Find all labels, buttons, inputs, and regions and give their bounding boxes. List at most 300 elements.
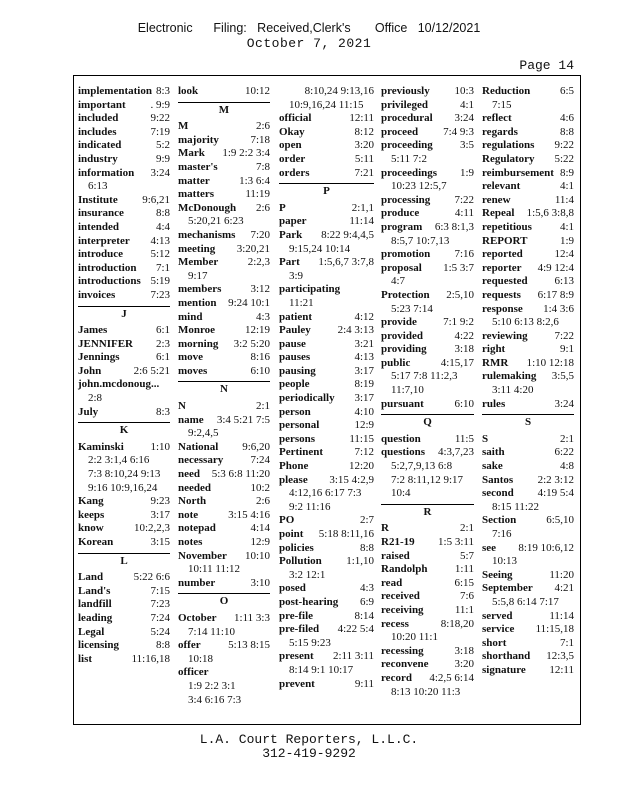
- page-line-reference: 5:7: [459, 549, 474, 562]
- index-term: proceedings: [381, 166, 438, 179]
- court-reporter-phone: 312-419-9292: [262, 746, 356, 761]
- index-entry: [78, 495, 170, 509]
- index-entry: [482, 153, 574, 167]
- index-entry: [78, 221, 170, 235]
- page-line-reference: 11:15: [349, 432, 374, 445]
- index-term: reviewing: [482, 329, 528, 342]
- page-line-reference: 10:9,16,24 11:15: [289, 98, 364, 111]
- page-line-reference: 1:10: [150, 440, 170, 453]
- page-line-reference: 7:1: [155, 261, 170, 274]
- index-term: second: [482, 487, 514, 500]
- page-line-reference: 4:11: [454, 207, 474, 220]
- index-term: insurance: [78, 207, 124, 220]
- index-term: introductions: [78, 275, 141, 288]
- page-line-reference: 3:24: [150, 166, 170, 179]
- page-line-reference: 7:6: [459, 590, 474, 603]
- index-term: Protection: [381, 288, 430, 301]
- index-entry: [178, 414, 270, 441]
- page-line-reference: 11:15,18: [535, 623, 574, 636]
- index-term: sake: [482, 460, 503, 473]
- index-term: Randolph: [381, 563, 428, 576]
- page-line-reference: 5:23 7:14: [391, 302, 433, 315]
- index-entry: [78, 378, 170, 405]
- page-line-reference: 7:14 11:10: [188, 625, 235, 638]
- index-entry: [279, 311, 374, 325]
- page-line-reference: 10:18: [188, 652, 214, 665]
- index-entry: [279, 514, 374, 528]
- index-entry: [279, 419, 374, 433]
- index-entry: [381, 207, 474, 221]
- index-entry: [178, 577, 270, 591]
- page-line-reference: 8:18,20: [440, 617, 474, 630]
- index-term: paper: [279, 215, 307, 228]
- index-entry: [482, 262, 574, 276]
- index-term: indicated: [78, 139, 122, 152]
- index-entry: [78, 598, 170, 612]
- index-entry: [381, 330, 474, 344]
- index-entry: [78, 571, 170, 585]
- index-entry: [279, 474, 374, 515]
- index-term: Kang: [78, 495, 104, 508]
- page-line-reference: 6:1: [155, 324, 170, 337]
- index-entry: [482, 194, 574, 208]
- page-line-reference: 10:23 12:5,7: [391, 180, 447, 193]
- page-line-reference: 10:13: [492, 555, 518, 568]
- page-line-reference: 3:17: [150, 508, 170, 521]
- page-line-reference: 3:15 4:2,9: [329, 473, 374, 486]
- page-line-reference: 7:19: [150, 125, 170, 138]
- index-term: Repeal: [482, 207, 515, 220]
- index-term: Jennings: [78, 351, 120, 364]
- page-line-reference: 4:10: [354, 405, 374, 418]
- index-term: Mark: [178, 147, 205, 160]
- index-entry: [279, 460, 374, 474]
- index-term: notepad: [178, 522, 216, 535]
- index-entry: [78, 112, 170, 126]
- index-entry: [279, 365, 374, 379]
- index-term: name: [178, 413, 204, 426]
- index-term: Pauley: [279, 324, 311, 337]
- index-term: P: [279, 201, 286, 214]
- page-line-reference: 8:14: [354, 609, 374, 622]
- index-entry: [178, 256, 270, 283]
- index-term: November: [178, 549, 227, 562]
- page-line-reference: 4:4: [155, 220, 170, 233]
- page-line-reference: 1:1,10: [346, 555, 374, 568]
- index-entry: [279, 446, 374, 460]
- page-line-reference: 11:4: [554, 193, 574, 206]
- index-term: pauses: [279, 351, 311, 364]
- index-term: reporter: [482, 261, 522, 274]
- page-line-reference: 7:16: [454, 248, 474, 261]
- index-entry: [381, 563, 474, 577]
- index-term: pausing: [279, 364, 316, 377]
- page-line-reference: 6:15: [454, 576, 474, 589]
- index-entry: [381, 343, 474, 357]
- page-line-reference: 7:22: [454, 193, 474, 206]
- index-term: recess: [381, 617, 409, 630]
- index-entry: [381, 248, 474, 262]
- page-line-reference: 3:24: [554, 397, 574, 410]
- index-term: questions: [381, 446, 426, 459]
- index-term: includes: [78, 125, 117, 138]
- index-column-2: [178, 85, 270, 707]
- page-line-reference: 3:11 4:20: [492, 384, 534, 397]
- page-line-reference: 4:1: [559, 180, 574, 193]
- index-entry: [381, 357, 474, 398]
- index-term: McDonough: [178, 201, 237, 214]
- index-term: notes: [178, 536, 203, 548]
- page-line-reference: 1:9: [459, 166, 474, 179]
- index-term: processing: [381, 193, 431, 206]
- page-line-reference: 9:6,20: [242, 440, 270, 453]
- index-term: Santos: [482, 473, 514, 486]
- page-line-reference: 6:17 8:9: [537, 288, 574, 301]
- index-term: john.mcdonoug...: [78, 378, 160, 391]
- index-entry: [279, 153, 374, 167]
- index-entry: [381, 139, 474, 166]
- page-line-reference: 3:5: [459, 139, 474, 152]
- page-line-reference: 1:5,6,7 3:7,8: [318, 256, 374, 269]
- page-line-reference: 10:4: [391, 487, 411, 500]
- page-line-reference: 9:1: [559, 343, 574, 356]
- page-line-reference: 3:21: [354, 337, 374, 350]
- page-line-reference: 11:7,10: [391, 384, 424, 397]
- index-entry: [482, 357, 574, 371]
- page-number: Page 14: [519, 58, 574, 73]
- index-entry: [279, 650, 374, 677]
- index-term: participating: [279, 283, 341, 296]
- index-term: master's: [178, 160, 218, 173]
- index-term: renew: [482, 193, 511, 206]
- filing-stamp: Electronic Filing: Received,Clerk's Office 10/12/2021: [137, 21, 481, 35]
- index-entry: [178, 522, 270, 536]
- index-entry: [482, 623, 574, 637]
- letter-header: R: [381, 504, 474, 520]
- index-term: industry: [78, 152, 118, 165]
- page-line-reference: 12:9: [250, 536, 270, 548]
- page-line-reference: 2:6: [255, 495, 270, 508]
- page-line-reference: 9:22: [150, 112, 170, 125]
- page-line-reference: 9:16 10:9,16,24: [88, 481, 158, 494]
- page-line-reference: 7:3 8:10,24 9:13: [88, 468, 161, 481]
- letter-header: J: [78, 306, 170, 322]
- page-line-reference: 9:23: [150, 495, 170, 508]
- index-entry: [482, 343, 574, 357]
- index-term: open: [279, 139, 302, 152]
- page-line-reference: 6:5,10: [546, 514, 574, 527]
- index-entry: [78, 262, 170, 276]
- index-term: look: [178, 85, 199, 97]
- letter-header: O: [178, 593, 270, 609]
- page-line-reference: 8:16: [250, 351, 270, 364]
- index-term: receiving: [381, 603, 424, 616]
- index-entry: [279, 167, 374, 181]
- index-entry: [78, 235, 170, 249]
- index-entry: [178, 188, 270, 202]
- index-entry: [178, 243, 270, 257]
- index-term: REPORT: [482, 234, 528, 247]
- index-term: requests: [482, 288, 521, 301]
- page-line-reference: 2:1,1: [351, 201, 374, 214]
- index-entry: [381, 577, 474, 591]
- index-entry: [482, 650, 574, 664]
- index-term: short: [482, 636, 507, 649]
- index-entry: [482, 446, 574, 460]
- index-term: privileged: [381, 98, 429, 111]
- index-entry: [178, 482, 270, 496]
- page-line-reference: 4:9 12:4: [537, 261, 574, 274]
- index-term: raised: [381, 549, 410, 562]
- index-entry: [178, 283, 270, 297]
- page-line-reference: 3:20: [454, 658, 474, 671]
- index-term: majority: [178, 133, 219, 146]
- index-term: order: [279, 152, 306, 165]
- index-entry: [279, 139, 374, 153]
- letter-header: S: [482, 414, 574, 430]
- page-line-reference: 7:16: [492, 528, 512, 540]
- index-term: pre-filed: [279, 623, 320, 636]
- index-term: intended: [78, 220, 119, 233]
- index-term: person: [279, 405, 311, 418]
- index-term: saith: [482, 446, 505, 459]
- index-entry: [381, 85, 474, 99]
- page-line-reference: 7:24: [250, 454, 270, 467]
- index-entry: [482, 664, 574, 678]
- page-line-reference: 8:8: [155, 639, 170, 652]
- index-term: list: [78, 652, 93, 665]
- index-entry: [381, 522, 474, 536]
- index-entry: [482, 610, 574, 624]
- page-line-reference: 9:24 10:1: [228, 296, 270, 309]
- index-entry: [482, 167, 574, 181]
- index-term: information: [78, 166, 135, 179]
- index-entry: [178, 639, 270, 666]
- index-term: Land: [78, 571, 104, 584]
- index-term: rules: [482, 397, 506, 410]
- index-term: number: [178, 576, 216, 589]
- index-entry: [178, 550, 270, 577]
- index-term: matter: [178, 174, 210, 187]
- index-term: John: [78, 364, 102, 377]
- index-entry: [78, 612, 170, 626]
- index-term: R: [381, 522, 389, 535]
- index-entry: [279, 596, 374, 610]
- index-entry: [78, 289, 170, 303]
- index-entry: [178, 509, 270, 523]
- page-line-reference: 2:11 3:11: [332, 650, 374, 663]
- page-line-reference: 10:2: [250, 481, 270, 494]
- index-term: please: [279, 473, 308, 486]
- page-line-reference: 5:22 6:6: [133, 571, 170, 584]
- index-entry: [78, 275, 170, 289]
- page-line-reference: 8:12: [354, 125, 374, 138]
- index-term: Legal: [78, 625, 105, 638]
- page-line-reference: 3:2 12:1: [289, 568, 326, 581]
- index-term: Pollution: [279, 555, 322, 568]
- index-entry: [482, 330, 574, 344]
- page-line-reference: 5:15 9:23: [289, 636, 331, 649]
- page-line-reference: 8:9: [559, 166, 574, 179]
- page-line-reference: 8:8: [559, 125, 574, 138]
- page-line-reference: 1:5 3:11: [438, 536, 474, 548]
- index-entry: [78, 126, 170, 140]
- index-entry: [381, 112, 474, 126]
- page-line-reference: 3:17: [354, 392, 374, 405]
- index-entry: [482, 289, 574, 303]
- page-line-reference: 3:18: [454, 644, 474, 657]
- index-term: periodically: [279, 392, 335, 405]
- index-term: mention: [178, 296, 217, 309]
- index-entry: [178, 351, 270, 365]
- index-entry: [78, 248, 170, 262]
- index-term: Member: [178, 256, 219, 269]
- court-reporter-name: L.A. Court Reporters, L.L.C.: [199, 732, 419, 747]
- index-entry: [482, 370, 574, 397]
- index-entry: [178, 85, 270, 99]
- index-entry: [482, 398, 574, 412]
- index-entry: [78, 139, 170, 153]
- page-line-reference: 8:14 9:1 10:17: [289, 663, 354, 676]
- index-entry: [381, 618, 474, 645]
- page-line-reference: 2:6: [255, 201, 270, 214]
- index-term: program: [381, 220, 423, 233]
- index-entry: [381, 99, 474, 113]
- index-entry: [78, 194, 170, 208]
- index-term: produce: [381, 207, 420, 220]
- index-entry: [178, 365, 270, 379]
- index-term: JENNIFER: [78, 337, 134, 350]
- page-line-reference: 10:12: [244, 85, 270, 97]
- index-entry: [482, 637, 574, 651]
- index-entry: [279, 378, 374, 392]
- index-entry: [78, 207, 170, 221]
- index-term: question: [381, 432, 421, 445]
- page-line-reference: 6:5: [559, 85, 574, 97]
- page-line-reference: 4:22: [454, 329, 474, 342]
- index-entry: [381, 536, 474, 550]
- page-line-reference: 8:8: [359, 541, 374, 554]
- page-line-reference: 5:2,7,9,13 6:8: [391, 460, 453, 473]
- page-line-reference: 7:20: [250, 228, 270, 241]
- index-entry: [279, 202, 374, 216]
- index-term: repetitious: [482, 220, 532, 233]
- index-term: R21-19: [381, 536, 415, 548]
- page-line-reference: 8:8: [155, 207, 170, 220]
- index-entry: [279, 283, 374, 310]
- page-line-reference: 4:14: [250, 522, 270, 535]
- page-line-reference: 5:19: [150, 275, 170, 288]
- index-term: pre-file: [279, 609, 314, 622]
- page-line-reference: 5:2: [155, 139, 170, 152]
- index-term: people: [279, 378, 310, 391]
- index-entry: [279, 433, 374, 447]
- index-entry: [178, 147, 270, 161]
- page-line-reference: 2:1: [459, 522, 474, 535]
- index-entry: [178, 495, 270, 509]
- index-entry: [279, 215, 374, 229]
- index-term: regulations: [482, 139, 535, 152]
- page-line-reference: 9:11: [354, 677, 374, 690]
- index-term: know: [78, 522, 104, 535]
- page-line-reference: 6:22: [554, 446, 574, 459]
- letter-header: K: [78, 422, 170, 438]
- index-term: interpreter: [78, 234, 130, 247]
- page-line-reference: 3:20: [354, 139, 374, 152]
- page-line-reference: 4:12: [354, 310, 374, 323]
- page-line-reference: 6:13: [554, 275, 574, 288]
- index-entry: [78, 653, 170, 667]
- index-entry: [178, 666, 270, 707]
- index-term: important: [78, 98, 126, 111]
- page-line-reference: 7:24: [150, 611, 170, 624]
- page-line-reference: 4:7: [391, 275, 406, 288]
- index-term: proceed: [381, 125, 419, 138]
- index-entry: [482, 139, 574, 153]
- page-line-reference: 11:19: [245, 188, 270, 201]
- index-entry: [381, 604, 474, 618]
- page-line-reference: 5:24: [150, 625, 170, 638]
- page-line-reference: 8:15 11:22: [492, 500, 539, 513]
- index-entry: [381, 550, 474, 564]
- index-entry: [482, 248, 574, 262]
- page-line-reference: 11:14: [549, 609, 574, 622]
- index-term: provide: [381, 316, 417, 329]
- page-line-reference: 3:4 6:16 7:3: [188, 693, 242, 706]
- page-line-reference: 9:17: [188, 269, 208, 282]
- index-term: September: [482, 582, 533, 595]
- index-entry: [482, 112, 574, 126]
- index-entry: [178, 161, 270, 175]
- page-line-reference: 2:6: [255, 120, 270, 133]
- letter-header: P: [279, 183, 374, 199]
- page-line-reference: 11:20: [549, 568, 574, 581]
- index-term: Land's: [78, 584, 111, 597]
- index-entry: [279, 338, 374, 352]
- index-entry: [78, 324, 170, 338]
- index-entry: [279, 555, 374, 582]
- page-line-reference: 4:1: [559, 220, 574, 233]
- index-entry: [78, 585, 170, 599]
- index-entry: [279, 126, 374, 140]
- index-term: point: [279, 528, 304, 540]
- index-entry: [178, 338, 270, 352]
- page-line-reference: 12:4: [554, 248, 574, 261]
- index-term: included: [78, 112, 119, 125]
- index-entry: [381, 433, 474, 447]
- index-entry: [178, 400, 270, 414]
- index-term: signature: [482, 663, 526, 676]
- index-term: moves: [178, 364, 208, 377]
- index-term: read: [381, 576, 403, 589]
- letter-header: L: [78, 553, 170, 569]
- index-term: July: [78, 405, 99, 418]
- index-entry: [482, 487, 574, 514]
- index-term: Phone: [279, 460, 309, 473]
- index-entry: [178, 324, 270, 338]
- index-entry: [482, 207, 574, 221]
- index-term: need: [178, 468, 200, 481]
- index-term: offer: [178, 639, 201, 652]
- index-term: previously: [381, 85, 430, 97]
- page-line-reference: 5:11 7:2: [391, 152, 427, 165]
- page-line-reference: 9:6,21: [142, 193, 170, 206]
- page-line-reference: 4:3: [255, 310, 270, 323]
- page-line-reference: 6:9: [359, 595, 374, 608]
- page-line-reference: 9:9: [155, 152, 170, 165]
- index-term: shorthand: [482, 650, 531, 663]
- index-entry: [78, 639, 170, 653]
